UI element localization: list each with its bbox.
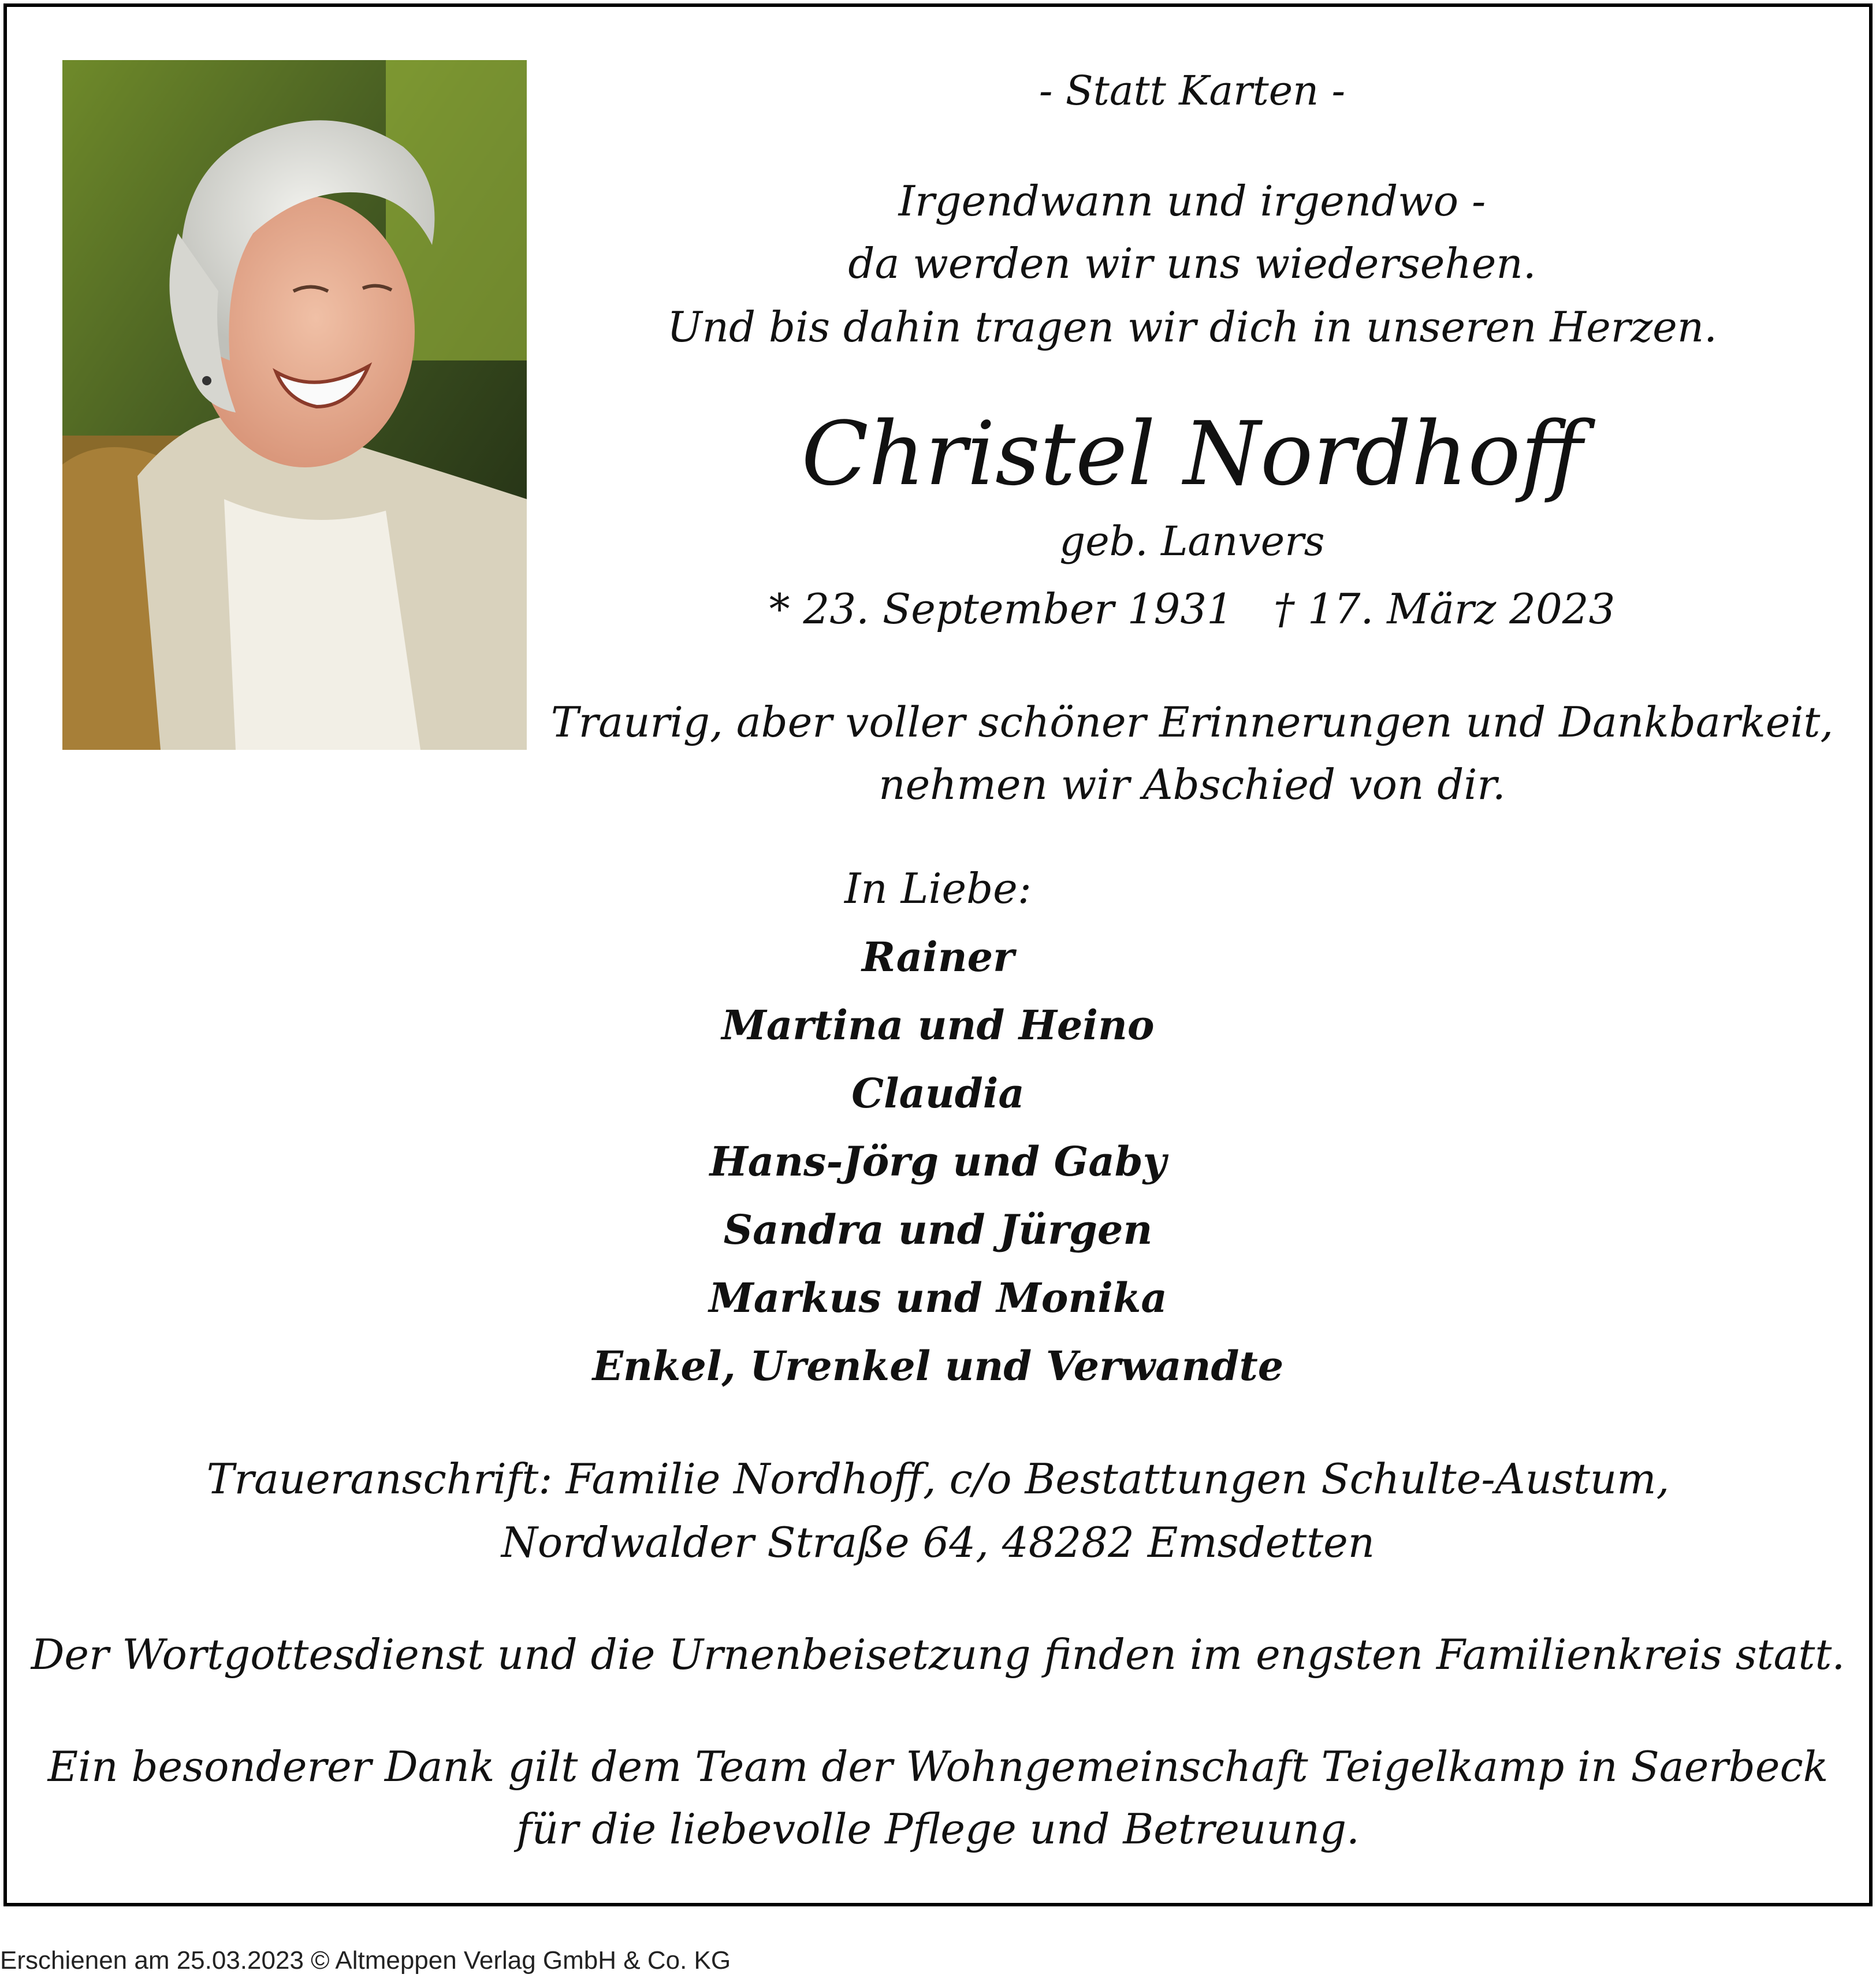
poem-line-3: Und bis dahin tragen wir dich in unseren Herzen. — [667, 303, 1718, 351]
mourner-name: Claudia — [851, 1069, 1025, 1117]
farewell-line-1: Traurig, aber voller schöner Erinnerungen und Dankbarkeit, — [550, 698, 1834, 746]
service-notice: Der Wortgottesdienst und die Urnenbeisetzung finden im engsten Familienkreis statt. — [31, 1630, 1845, 1679]
thanks-line-1: Ein besonderer Dank gilt dem Team der Wohngemeinschaft Teigelkamp in Saerbeck — [47, 1742, 1829, 1791]
in-liebe-label: In Liebe: — [844, 864, 1032, 913]
mourner-name: Martina und Heino — [721, 1001, 1155, 1049]
statt-karten-note: - Statt Karten - — [1038, 67, 1346, 114]
poem-line-1: Irgendwann und irgendwo - — [898, 177, 1486, 225]
farewell-line-2: nehmen wir Abschied von dir. — [879, 760, 1506, 809]
mourner-name: Rainer — [861, 933, 1015, 981]
mourner-name: Enkel, Urenkel und Verwandte — [592, 1342, 1284, 1390]
mourning-address-line-1: Traueranschrift: Familie Nordhoff, c/o Bestattungen Schulte-Austum, — [206, 1455, 1670, 1503]
publication-footer: Erschienen am 25.03.2023 © Altmeppen Verlag GmbH & Co. KG — [0, 1946, 731, 1975]
mourner-name: Hans-Jörg und Gaby — [709, 1137, 1167, 1185]
mourner-name: Sandra und Jürgen — [723, 1206, 1153, 1254]
death-date: † 17. März 2023 — [1273, 585, 1616, 633]
thanks-line-2: für die liebevolle Pflege und Betreuung. — [516, 1805, 1360, 1853]
life-dates — [769, 585, 1616, 633]
birth-date: * 23. September 1931 — [769, 585, 1233, 633]
birth-name: geb. Lanvers — [1059, 518, 1325, 565]
deceased-name: Christel Nordhoff — [801, 403, 1583, 505]
mourner-name: Markus und Monika — [709, 1274, 1167, 1322]
poem-line-2: da werden wir uns wiedersehen. — [848, 239, 1536, 288]
mourning-address-line-2: Nordwalder Straße 64, 48282 Emsdetten — [501, 1518, 1375, 1567]
portrait-photo — [62, 60, 527, 750]
